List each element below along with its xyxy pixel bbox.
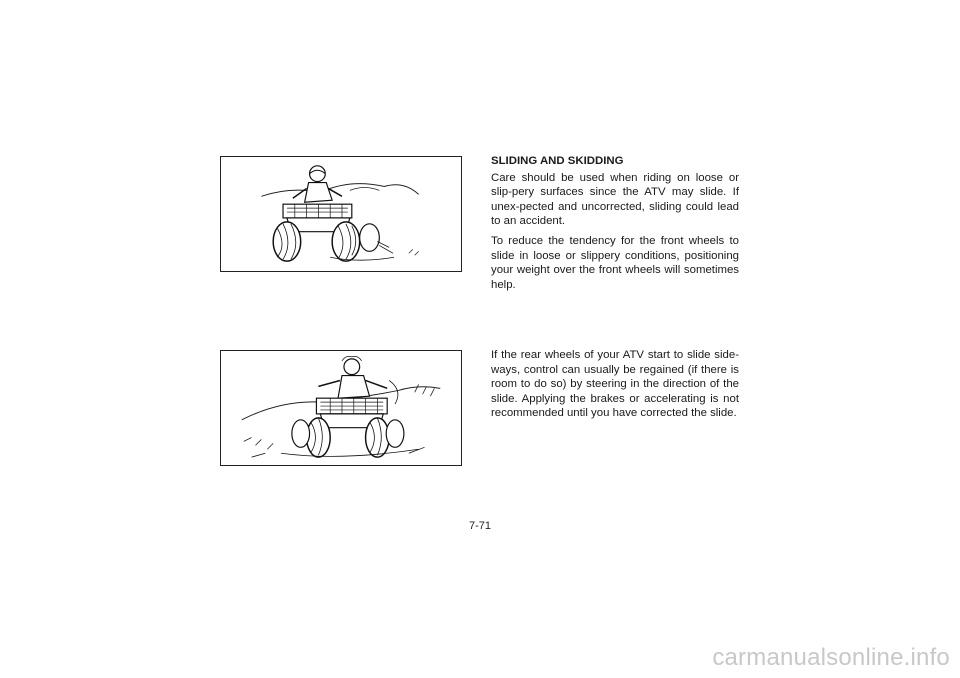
- section-heading: SLIDING AND SKIDDING: [491, 155, 624, 167]
- page-number: 7-71: [468, 520, 492, 532]
- rear-wheel-slide-section: [491, 348, 739, 426]
- paragraph: If the rear wheels of your ATV start to slide side-ways, control can usually be regained (if there is room to do so) by steering in the direction of the slide. Applying the brakes or accelerating is not recommended until you have corrected the slide.: [491, 349, 739, 420]
- paragraph: Care should be used when riding on loose or slip-pery surfaces since the ATV may slide. If unex-pected and uncorrected, sliding could lead to an accident.: [491, 171, 739, 228]
- sliding-skidding-section: [491, 154, 739, 297]
- atv-sliding-illustration: [220, 156, 462, 272]
- watermark: carmanualsonline.info: [712, 644, 950, 671]
- paragraph: To reduce the tendency for the front wheels to slide in loose or slippery conditions, positioning your weight over the front wheels will sometimes help.: [491, 234, 739, 291]
- atv-sideways-slide-illustration: [220, 350, 462, 466]
- atv-rider-sideways-slide-illustration-icon: [221, 351, 461, 465]
- atv-rider-sliding-illustration-icon: [221, 157, 461, 271]
